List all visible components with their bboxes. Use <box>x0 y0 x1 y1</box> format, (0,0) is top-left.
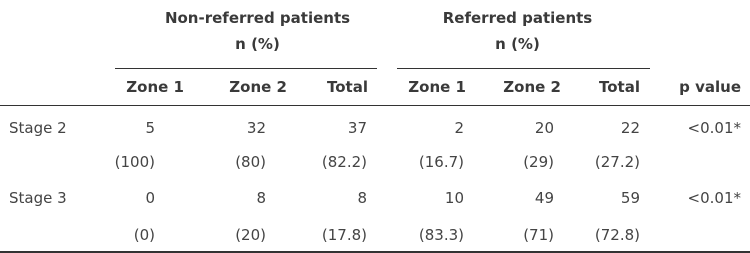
cell-stage3-zone1-referred-count: 10 <box>444 189 464 207</box>
group-header-non-referred-title: Non-referred patients <box>164 9 351 27</box>
row-label-stage-3: Stage 3 <box>9 189 67 207</box>
column-header-zone2-referred: Zone 2 <box>503 78 561 96</box>
cell-stage3-total-non-referred-percent: (17.8) <box>321 226 367 244</box>
cell-stage2-zone2-referred-percent: (29) <box>523 153 554 171</box>
group-header-non-referred-unit: n (%) <box>235 35 280 53</box>
group-header-referred-title: Referred patients <box>442 9 593 27</box>
column-header-total-non-referred: Total <box>327 78 368 96</box>
cell-stage2-total-non-referred-percent: (82.2) <box>321 153 367 171</box>
cell-stage2-total-referred-percent: (27.2) <box>594 153 640 171</box>
cell-stage3-zone1-non-referred-count: 0 <box>145 189 155 207</box>
column-header-p-value: p value <box>679 78 741 96</box>
group-rule-non-referred <box>115 68 377 69</box>
cell-stage3-zone1-referred-percent: (83.3) <box>418 226 464 244</box>
column-header-zone1-non-referred: Zone 1 <box>126 78 184 96</box>
column-header-total-referred: Total <box>599 78 640 96</box>
cell-stage3-total-non-referred-count: 8 <box>357 189 367 207</box>
header-rule <box>0 105 750 106</box>
cell-stage2-zone2-non-referred-percent: (80) <box>235 153 266 171</box>
group-rule-referred <box>397 68 650 69</box>
cell-stage2-zone2-non-referred-count: 32 <box>246 119 266 137</box>
column-header-zone2-non-referred: Zone 2 <box>229 78 287 96</box>
cell-stage2-total-non-referred-count: 37 <box>347 119 367 137</box>
cell-stage3-zone2-referred-percent: (71) <box>523 226 554 244</box>
cell-stage2-zone1-referred-count: 2 <box>454 119 464 137</box>
cell-stage3-zone2-referred-count: 49 <box>534 189 554 207</box>
column-header-zone1-referred: Zone 1 <box>408 78 466 96</box>
cell-stage2-p-value: <0.01* <box>687 119 741 137</box>
cell-stage2-total-referred-count: 22 <box>620 119 640 137</box>
cell-stage3-zone2-non-referred-count: 8 <box>256 189 266 207</box>
cell-stage3-zone1-non-referred-percent: (0) <box>133 226 155 244</box>
cell-stage3-total-referred-percent: (72.8) <box>594 226 640 244</box>
cell-stage2-zone1-referred-percent: (16.7) <box>418 153 464 171</box>
cell-stage3-zone2-non-referred-percent: (20) <box>235 226 266 244</box>
row-label-stage-2: Stage 2 <box>9 119 67 137</box>
cell-stage2-zone1-non-referred-percent: (100) <box>114 153 155 171</box>
cell-stage2-zone2-referred-count: 20 <box>534 119 554 137</box>
group-header-referred <box>395 5 640 57</box>
group-header-non-referred <box>135 5 380 57</box>
cell-stage3-total-referred-count: 59 <box>620 189 640 207</box>
cell-stage2-zone1-non-referred-count: 5 <box>145 119 155 137</box>
cell-stage3-p-value: <0.01* <box>687 189 741 207</box>
group-header-referred-unit: n (%) <box>495 35 540 53</box>
